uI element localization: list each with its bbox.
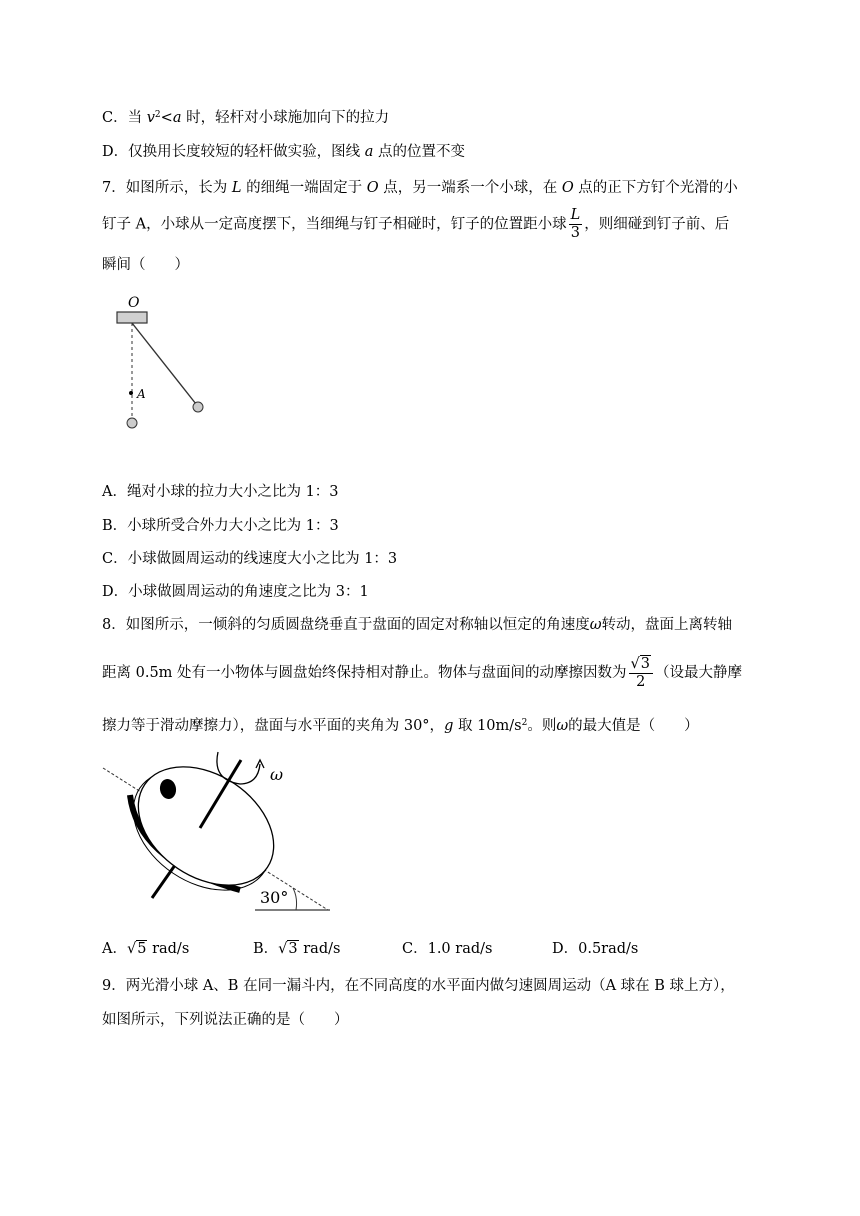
fig-label-o: O: [128, 295, 140, 311]
q7-stem-line3: 瞬间（ ）: [102, 257, 189, 273]
ceiling-block: [117, 312, 147, 323]
q9-stem-line2: 如图所示，下列说法正确的是（ ）: [102, 1012, 349, 1028]
q7-option-c: C．小球做圆周运动的线速度大小之比为 1：3: [102, 551, 398, 567]
disk-face: [116, 750, 296, 910]
q7-option-a: A．绳对小球的拉力大小之比为 1：3: [102, 484, 339, 500]
ball-swinging: [193, 402, 203, 412]
q7-option-b: B．小球所受合外力大小之比为 1：3: [102, 518, 339, 534]
q8-stem-line3: 擦力等于滑动摩擦力），盘面与水平面的夹角为 30°，g 取 $10m/s^2$。则ω的最大值是（ ）: [102, 718, 699, 734]
fraction-sqrt3-over-2: $\frac{√3}{2}$: [629, 656, 653, 691]
fig-label-omega: ω: [270, 765, 284, 784]
q7-stem-line1: 7．如图所示，长为 L 的细绳一端固定于 O 点，另一端系一个小球，在 O 点的正下方钉个光滑的小: [102, 180, 738, 196]
q7-pendulum-figure: [110, 290, 230, 440]
q8-option-b: B．√3 rad/s: [253, 941, 341, 957]
q6-option-d: D．仅换用长度较短的轻杆做实验，图线 a 点的位置不变: [102, 144, 465, 160]
q8-stem-line2: 距离 0.5m 处有一小物体与圆盘始终保持相对静止。物体与盘面间的动摩擦因数为 $\frac{√3}{2}$ （设最大静摩: [102, 655, 743, 690]
q8-option-d: D．0.5rad/s: [552, 941, 639, 957]
ball-lowest: [127, 418, 137, 428]
q9-stem-line1: 9．两光滑小球 A、B 在同一漏斗内，在不同高度的水平面内做匀速圆周运动（A 球在 B 球上方），: [102, 978, 735, 994]
fraction-l-over-3: $\frac{L}{3}$: [570, 207, 581, 241]
q8-tilted-disk-figure: [100, 750, 340, 920]
nail-a: [129, 391, 133, 395]
q6-option-c: C．当 $v^2<a$ 时，轻杆对小球施加向下的拉力: [102, 110, 390, 126]
q8-option-c: C．1.0 rad/s: [402, 941, 493, 957]
fig-label-a: A: [137, 387, 146, 401]
q8-stem-line1: 8．如图所示，一倾斜的匀质圆盘绕垂直于盘面的固定对称轴以恒定的角速度ω转动，盘面上离转轴: [102, 617, 733, 633]
q7-stem-line2: 钉子 A，小球从一定高度摆下，当细绳与钉子相碰时，钉子的位置距小球 $\frac{L}{3}$ ，则细碰到钉子前、后: [102, 207, 730, 241]
angle-arc: [293, 888, 297, 910]
q7-option-d: D．小球做圆周运动的角速度之比为 3：1: [102, 584, 369, 600]
q8-option-a: A．√5 rad/s: [102, 941, 190, 957]
fig-label-angle: 30°: [260, 888, 289, 907]
